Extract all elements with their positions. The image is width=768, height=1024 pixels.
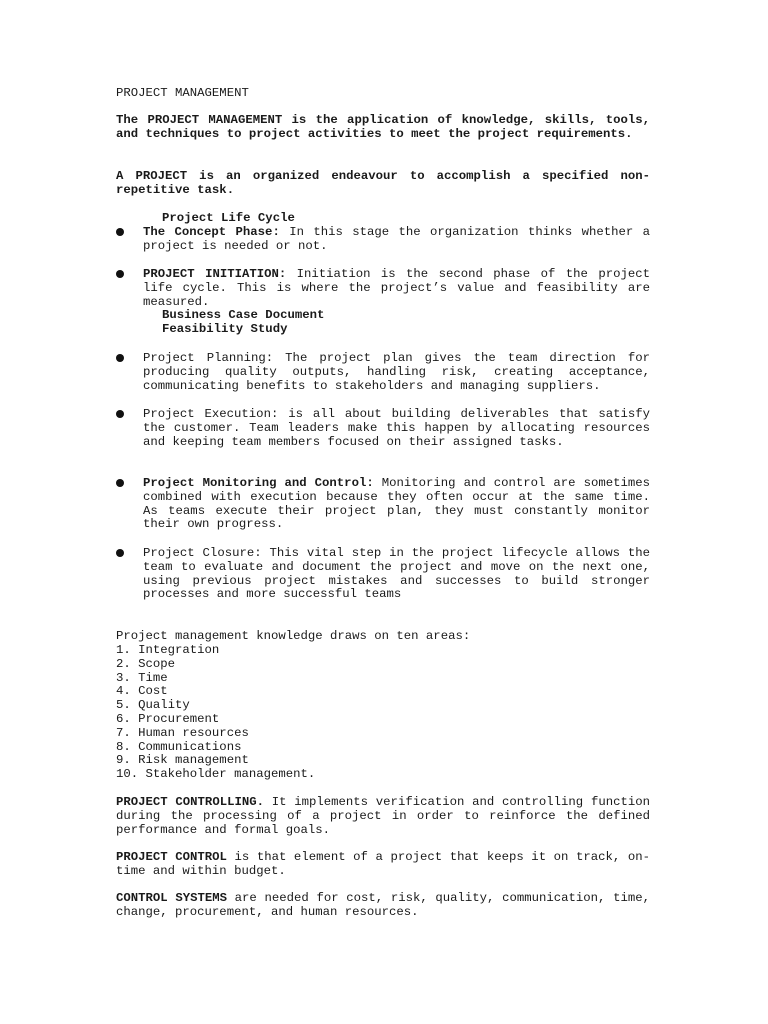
list-item: 2. Scope <box>116 656 176 671</box>
phase-item-planning <box>116 352 650 393</box>
pm-definition-lead: The PROJECT MANAGEMENT <box>116 113 283 127</box>
systems-paragraph <box>116 892 650 920</box>
phase-item-concept <box>116 226 650 254</box>
list-item: 3. Time <box>116 670 168 685</box>
phase-item-monitoring <box>116 477 650 532</box>
pm-definition-text: is the application of knowledge, skills, tools, and techniques to project activities to meet the project requirements. <box>116 113 650 141</box>
list-item: 5. Quality <box>116 698 190 713</box>
controlling-text: It implements verification and controlling function during the processing of a project in order to reinforce the defined performance and formal goals. <box>116 795 650 837</box>
list-item: 6. Procurement <box>116 711 220 726</box>
bullet-icon <box>116 270 124 278</box>
phase-text: In this stage the organization thinks whether a project is needed or not. <box>143 225 650 253</box>
phase-item-initiation <box>116 268 650 337</box>
bullet-icon <box>116 549 124 557</box>
doc-title: PROJECT MANAGEMENT <box>116 86 249 100</box>
control-paragraph <box>116 851 650 879</box>
list-item: 7. Human resources <box>116 725 249 740</box>
phase-item-execution <box>116 408 650 449</box>
controlling-lead: PROJECT CONTROLLING. <box>116 795 264 809</box>
phase-text: Project Planning: The project plan gives the team direction for producing quality outputs, handling risk, creating acceptance, communicating benefits to stakeholders and managing suppliers. <box>143 351 650 393</box>
controlling-paragraph <box>116 796 650 837</box>
list-item: 8. Communications <box>116 739 242 754</box>
knowledge-intro: Project management knowledge draws on ten areas: <box>116 629 471 643</box>
list-item: 10. Stakeholder management. <box>116 767 316 782</box>
knowledge-areas-list <box>116 644 650 782</box>
phase-item-closure <box>116 547 650 602</box>
bullet-icon <box>116 228 124 236</box>
phase-text: Project Closure: This vital step in the project lifecycle allows the team to evaluate and document the project and move on the next one, using previous project mistakes and successes to build stronger processes and more successful teams <box>143 546 650 602</box>
list-item: 4. Cost <box>116 684 168 699</box>
phase-label: The Concept Phase: <box>143 225 280 239</box>
systems-lead: CONTROL SYSTEMS <box>116 891 227 905</box>
project-definition: A PROJECT is an organized endeavour to accomplish a specified non-repetitive task. <box>116 169 650 197</box>
systems-text: are needed for cost, risk, quality, communication, time, change, procurement, and human resources. <box>116 891 650 919</box>
control-lead: PROJECT CONTROL <box>116 850 227 864</box>
phase-text: Initiation is the second phase of the project life cycle. This is where the project’s value and feasibility are measured. <box>143 267 650 309</box>
list-item: 9. Risk management <box>116 753 249 768</box>
subitem-business-case: Business Case Document <box>162 308 325 323</box>
bullet-icon <box>116 410 124 418</box>
subitem-feasibility: Feasibility Study <box>162 322 288 337</box>
phase-label: Project Monitoring and Control: <box>143 476 374 490</box>
phase-label: PROJECT INITIATION: <box>143 267 287 281</box>
phase-text: Monitoring and control are sometimes combined with execution because they often occur at the same time. As teams execute their project plan, they must constantly monitor their own progress. <box>143 476 650 532</box>
bullet-icon <box>116 354 124 362</box>
phase-text: Project Execution: is all about building deliverables that satisfy the customer. Team leaders make this happen by allocating resources and keeping team members focused on their assigned tasks. <box>143 407 650 449</box>
control-text: is that element of a project that keeps it on track, on-time and within budget. <box>116 850 650 878</box>
bullet-icon <box>116 479 124 487</box>
list-item: 1. Integration <box>116 643 220 657</box>
pm-definition <box>116 114 650 142</box>
lifecycle-heading: Project Life Cycle <box>162 211 295 225</box>
